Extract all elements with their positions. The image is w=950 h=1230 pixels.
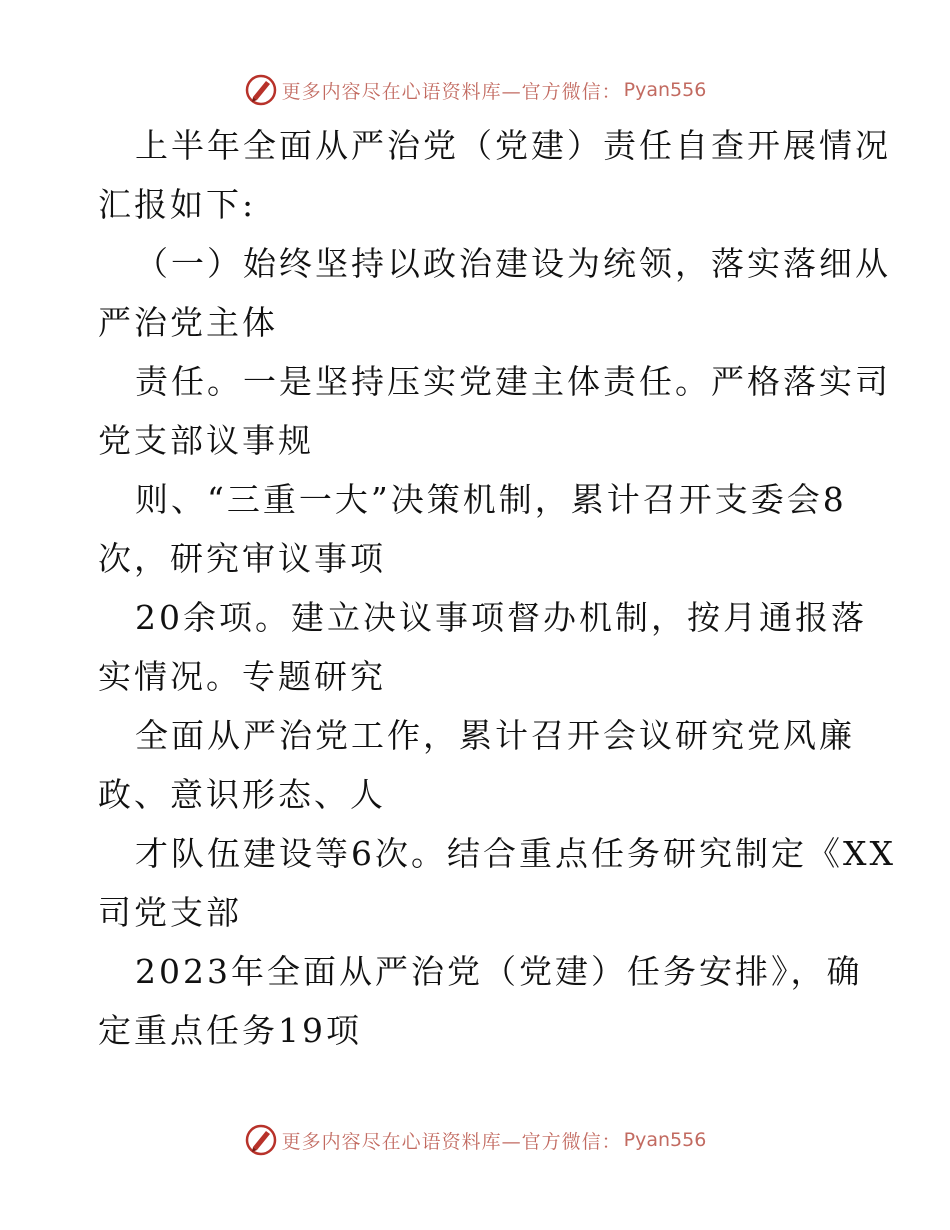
text-line-1: 上半年全面从严治党（党建）责任自查开展情况 xyxy=(135,126,891,165)
text-line-13: 才队伍建设等6次。结合重点任务研究制定《XX xyxy=(135,834,896,873)
wechat-id: Pyan556 xyxy=(623,79,707,101)
text-line-9: 20余项。建立决议事项督办机制，按月通报落 xyxy=(135,598,867,637)
text-line-8: 次，研究审议事项 xyxy=(98,539,386,578)
document-body xyxy=(98,116,896,1060)
text-line-4: 严治党主体 xyxy=(98,303,278,342)
pen-logo-icon xyxy=(244,1123,278,1157)
text-line-3: （一）始终坚持以政治建设为统领，落实落细从 xyxy=(135,244,891,283)
banner-text: 更多内容尽在心语资料库—官方微信： xyxy=(281,1130,622,1153)
banner-text: 更多内容尽在心语资料库—官方微信： xyxy=(281,80,622,103)
text-line-12: 政、意识形态、人 xyxy=(98,775,386,814)
text-line-11: 全面从严治党工作，累计召开会议研究党风廉 xyxy=(135,716,855,755)
text-line-10: 实情况。专题研究 xyxy=(98,657,386,696)
pen-logo-icon xyxy=(244,73,278,107)
footer-banner xyxy=(0,1120,950,1160)
text-line-14: 司党支部 xyxy=(98,893,242,932)
wechat-id: Pyan556 xyxy=(623,1129,707,1151)
text-line-6: 党支部议事规 xyxy=(98,421,314,460)
text-line-7: 则、“三重一大”决策机制，累计召开支委会8 xyxy=(135,480,847,519)
text-line-16: 定重点任务19项 xyxy=(98,1011,362,1050)
text-line-15: 2023年全面从严治党（党建）任务安排》，确 xyxy=(135,952,863,991)
text-line-5: 责任。一是坚持压实党建主体责任。严格落实司 xyxy=(135,362,891,401)
text-line-2: 汇报如下: xyxy=(98,185,257,224)
header-banner xyxy=(0,70,950,110)
